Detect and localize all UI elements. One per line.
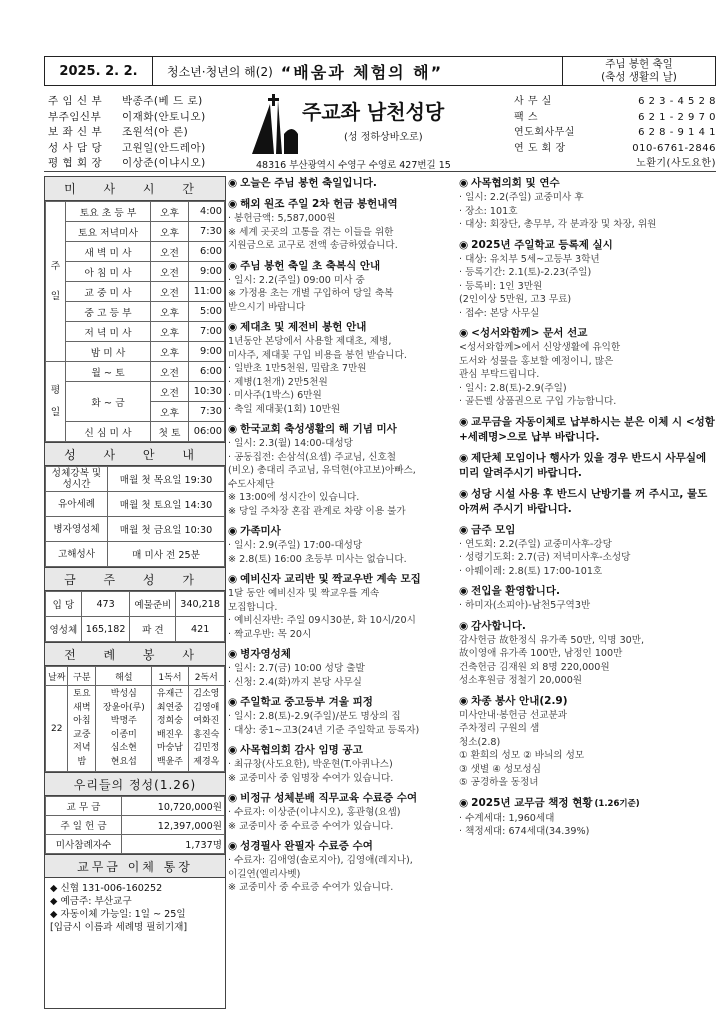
sunday-box: 주님 봉헌 축일 (축성 생활의 날) xyxy=(601,58,677,83)
duty-entry: 홍진숙 xyxy=(193,729,220,740)
parish-address: 48316 부산광역시 수영구 수영로 427번길 15 xyxy=(256,160,451,171)
duty-entry: 박성심 xyxy=(110,689,137,699)
notice-line: · 일시: 2.3(월) 14:00-대성당 xyxy=(228,438,353,449)
notice-line: · 수계세대: 1,960세대 xyxy=(459,812,555,824)
duty-entry: 김영애 xyxy=(193,702,220,713)
sincerity-title: 우리들의 정성(1.26) xyxy=(45,772,225,796)
notice-line: · 일시: 2.9(주일) 17:00-대성당 xyxy=(228,540,363,551)
notice-title xyxy=(228,647,456,662)
notice-title-text: 전입을 환영합니다. xyxy=(471,585,560,597)
mass-period: 오전 xyxy=(151,242,189,262)
notice-title-text: 성당 시설 사용 후 반드시 난방기를 꺼 주시고, 물도 아껴써 주시기 바랍니다. xyxy=(459,487,708,515)
notice-col2-8 xyxy=(228,695,456,737)
offering-cell: 파 견 xyxy=(130,617,176,642)
notice-title-text: 병자영성체 xyxy=(240,648,291,660)
notice-col3-7 xyxy=(459,584,716,613)
notice-col3-1 xyxy=(459,238,716,321)
duty-entry: 밤 xyxy=(77,756,87,767)
duty-entry: 장윤아(루) xyxy=(102,702,145,713)
notice-line: · 공동집전: 손삼석(요셉) 주교님, 신호철 xyxy=(228,451,397,463)
sacrament-name: 성체강복 및 성시간 xyxy=(46,467,108,492)
notice-title xyxy=(459,694,716,709)
notice-line: · 예비신자반: 주일 09시30분, 화 10시/20시 xyxy=(228,615,416,626)
notice-title xyxy=(228,176,456,191)
notice-col2-1 xyxy=(228,197,456,253)
sincerity-value: 12,397,000원 xyxy=(122,816,225,835)
notice-title-text: 비정규 성체분배 직무교육 수료증 수여 xyxy=(240,792,418,804)
offering-cell: 165,182 xyxy=(81,617,130,642)
notice-line: 수도사제단 xyxy=(228,478,275,490)
notice-col3-3 xyxy=(459,415,716,445)
sacrament-time: 매월 첫 토요일 14:30 xyxy=(108,492,225,517)
mass-time: 7:30 xyxy=(189,402,225,422)
notice-title xyxy=(228,695,456,710)
notice-line: · 하미자(소피아)-남천5구역3반 xyxy=(459,600,591,611)
duty-header: 1독서 xyxy=(152,667,188,686)
mass-side-1: 주 xyxy=(50,260,61,272)
mass-time: 7:30 xyxy=(189,222,225,242)
sincerity-label: 미사참례자수 xyxy=(46,835,122,854)
sincerity-value: 10,720,000원 xyxy=(122,797,225,816)
mass-side-4: 일 xyxy=(50,406,61,418)
duty-header: 구분 xyxy=(68,667,96,686)
notice-col3-10 xyxy=(459,796,716,839)
notice-title xyxy=(459,796,716,812)
notice-title-text: 사목협의회 감사 임명 공고 xyxy=(240,744,363,756)
notice-col2-9 xyxy=(228,743,456,785)
notice-line: · 대상: 유치부 5세~고등부 3학년 xyxy=(459,253,600,265)
duty-entry: 교중 xyxy=(73,729,91,740)
sincerity-label: 교 무 금 xyxy=(46,797,122,816)
middle-column xyxy=(228,176,456,1009)
mass-name: 새 벽 미 사 xyxy=(66,242,151,262)
mass-time: 11:00 xyxy=(189,282,225,302)
notice-line: 미사안내·봉헌금 선교분과 xyxy=(459,709,568,721)
notice-line: · 골든벨 상품권으로 구입 가능합니다. xyxy=(459,396,617,407)
bullet-icon: ◉ xyxy=(228,696,238,708)
notice-line: 주차정리 구원의 샘 xyxy=(459,723,540,734)
notice-title-text: 사목협의회 및 연수 xyxy=(471,177,560,189)
sincerity-table xyxy=(45,796,225,854)
mass-time: 6:00 xyxy=(189,242,225,262)
notice-line: · 대상: 회장단, 총무부, 각 분과장 및 차장, 위원 xyxy=(459,219,657,230)
duty-entry: 배진우 xyxy=(156,729,184,740)
mass-period: 오후 xyxy=(151,342,189,362)
mass-name: 월 ~ 토 xyxy=(66,362,151,382)
notice-title-text: 제대초 및 제전비 봉헌 안내 xyxy=(240,321,367,333)
mass-period: 오후 xyxy=(151,302,189,322)
notice-line: ① 환희의 성모 ② 바늬의 성모 xyxy=(459,750,585,761)
duty-col-c1 xyxy=(96,686,152,772)
sacrament-name: 고해성사 xyxy=(46,542,108,567)
notice-title-text: 제단체 모임이나 행사가 있을 경우 반드시 사무실에 미리 알려주시기 바랍니다. xyxy=(459,451,707,479)
sacrament-name: 유아세례 xyxy=(46,492,108,517)
bullet-icon: ◉ xyxy=(228,423,238,435)
bullet-icon: ◉ xyxy=(459,796,469,809)
duty-entry: 마숭남 xyxy=(156,743,184,753)
notice-line: · 일시: 2.2(주일) 09:00 미사 중 xyxy=(228,274,365,286)
parish-name: 주교좌 남천성당 xyxy=(302,100,445,124)
notice-title-text: 한국교회 축성생활의 해 기념 미사 xyxy=(240,423,397,435)
top-bar xyxy=(44,56,716,86)
mass-name: 화 ~ 금 xyxy=(66,382,151,422)
bullet-icon: ◉ xyxy=(228,198,238,210)
mass-period: 오후 xyxy=(151,202,189,222)
notice-line: · 연도회: 2.2(주일) 교중미사후-강당 xyxy=(459,538,612,550)
notice-line: ※ 교중미사 중 수료증 수여가 있습니다. xyxy=(228,882,394,893)
notice-line: 관심 부탁드립니다. xyxy=(459,369,540,380)
notice-col2-10 xyxy=(228,791,456,833)
mass-time: 6:00 xyxy=(189,362,225,382)
bullet-icon: ◉ xyxy=(228,573,238,585)
notice-title xyxy=(228,422,456,437)
account-transfer: ◆ 자동이체 가능일: 1일 ~ 25일 xyxy=(50,909,186,920)
account-number: ◆ 신협 131-006-160252 xyxy=(50,883,163,894)
notice-title-text: 예비신자 교리반 및 짝교우반 계속 모집 xyxy=(240,573,421,585)
notice-col2-3 xyxy=(228,320,456,416)
notice-line: 이길연(엘리사벳) xyxy=(228,868,301,880)
bullet-icon: ◉ xyxy=(228,525,238,537)
offering-cell: 입 당 xyxy=(46,592,82,617)
account-holder: ◆ 예금주: 부산교구 xyxy=(50,896,132,907)
notice-title xyxy=(228,197,456,212)
duty-entry: 박명주 xyxy=(110,716,137,726)
mass-schedule-title: 미 사 시 간 xyxy=(45,177,225,201)
notice-title xyxy=(459,326,716,341)
notice-line: · 일시: 2.2(주일) 교중미사 후 xyxy=(459,192,584,203)
bullet-icon: ◉ xyxy=(459,238,469,251)
notice-col3-6 xyxy=(459,523,716,579)
notice-line: · 일시: 2.8(토)-2.9(주일) xyxy=(459,382,567,394)
bullet-icon: ◉ xyxy=(228,744,238,756)
notice-line: 故이영애 유가족 100만, 남정인 100만 xyxy=(459,648,623,659)
notice-title xyxy=(459,238,716,253)
duty-entry: 여화진 xyxy=(193,716,220,726)
bullet-icon: ◉ xyxy=(459,177,469,189)
mass-period: 오전 xyxy=(151,362,189,382)
mass-name: 저 녁 미 사 xyxy=(66,322,151,342)
mass-period: 오후 xyxy=(151,222,189,242)
mass-period: 첫 토 xyxy=(151,422,189,442)
sincerity-value: 1,737명 xyxy=(122,835,225,854)
duty-entry: 정희숭 xyxy=(156,716,184,726)
mass-period: 오후 xyxy=(151,322,189,342)
duty-entry: 새벽 xyxy=(73,702,91,713)
mass-time: 4:00 xyxy=(189,202,225,222)
duty-col-c2 xyxy=(152,686,188,772)
priest-list: 박종주(베 드 로) 이재화(안토니오) 조원석(아 론) 고원일(안드레아) 이상준(이냐시오) xyxy=(122,95,206,169)
notice-title-text: 성경필사 완필자 수료증 수여 xyxy=(240,840,373,852)
duty-entry: 심소현 xyxy=(110,743,137,753)
notice-title xyxy=(228,839,456,854)
duty-entry: 김민정 xyxy=(193,743,220,753)
duty-header: 2독서 xyxy=(188,667,224,686)
notice-col2-6 xyxy=(228,572,456,641)
notice-line: 성소후원금 정철기 20,000원 xyxy=(459,675,583,686)
mass-time: 06:00 xyxy=(189,422,225,442)
notice-line: · 성령기도회: 2.7(금) 저녁미사후-소성당 xyxy=(459,552,631,563)
notice-title-text: 2025년 주일학교 등록제 실시 xyxy=(471,238,613,251)
mass-time: 9:00 xyxy=(189,342,225,362)
notice-col2-5 xyxy=(228,524,456,566)
account-note: [입금시 이름과 세례명 필히기재] xyxy=(50,922,188,933)
duty-entry: 현요섭 xyxy=(110,756,137,767)
sacrament-time: 매월 첫 금요일 10:30 xyxy=(108,517,225,542)
offering-cell: 340,218 xyxy=(176,592,225,617)
notice-line: · 수료자: 이상준(이냐시오), 홍관형(요셉) xyxy=(228,807,401,818)
notice-title xyxy=(228,320,456,335)
notice-line: · 책정세대: 674세대(34.39%) xyxy=(459,826,590,837)
duty-entry: 최연중 xyxy=(156,702,184,713)
duty-date: 22 xyxy=(46,686,68,772)
account-info xyxy=(45,878,225,938)
notice-line: · 수료자: 김애영(솔로지아), 김영애(레지나), xyxy=(228,855,413,866)
notice-title-text: 가족미사 xyxy=(240,525,281,537)
notice-title-text: 교무금을 자동이체로 납부하시는 분은 이체 시 <성함+세례명>으로 납부 바랍니다. xyxy=(459,415,715,443)
notice-title-text: 금주 모임 xyxy=(471,523,516,536)
notice-line: · 일시: 2.7(금) 10:00 성당 출발 xyxy=(228,663,365,674)
sacrament-time: 매 미사 전 25분 xyxy=(108,542,225,567)
notice-line: 청소(2.8) xyxy=(459,736,501,748)
duty-header: 해설 xyxy=(96,667,152,686)
notice-col3-5 xyxy=(459,487,716,517)
church-logo-icon xyxy=(244,94,300,158)
offering-table xyxy=(45,591,225,642)
notice-line: · 봉헌금액: 5,587,000원 xyxy=(228,213,336,224)
bullet-icon: ◉ xyxy=(228,792,238,804)
duty-entry: 백윤주 xyxy=(156,756,184,767)
notice-line: · 접수: 본당 사무실 xyxy=(459,307,540,319)
notice-title-sub: (1.26기준) xyxy=(594,798,640,809)
notice-line: · 미사주(1박스) 6만원 xyxy=(228,390,322,401)
notice-title-text: 감사합니다. xyxy=(471,619,526,632)
mass-name: 토요 저녁미사 xyxy=(66,222,151,242)
notice-line: · 등록비: 1인 3만원 xyxy=(459,280,543,292)
bullet-icon: ◉ xyxy=(459,487,469,500)
mass-period: 오전 xyxy=(151,262,189,282)
mass-time: 10:30 xyxy=(189,382,225,402)
notice-title-text: 차종 봉사 안내(2.9) xyxy=(471,694,568,707)
mass-period: 오전 xyxy=(151,282,189,302)
notice-line: 1년동안 본당에서 사용할 제대초, 제병, xyxy=(228,336,392,347)
notice-line: 미사주, 제대꽃 구입 비용을 봉헌 받습니다. xyxy=(228,349,407,361)
duty-col-c3 xyxy=(188,686,224,772)
notice-title xyxy=(228,259,456,274)
notice-col3-2 xyxy=(459,326,716,409)
notice-line: · 일시: 2.8(토)-2.9(주일)/분도 명상의 집 xyxy=(228,711,401,722)
notice-line: · 일반초 1만5천원, 밀랍초 7만원 xyxy=(228,363,367,374)
offering-cell: 421 xyxy=(176,617,225,642)
bullet-icon: ◉ xyxy=(459,415,469,428)
mass-name: 중 고 등 부 xyxy=(66,302,151,322)
sacrament-table xyxy=(45,466,225,567)
notice-line: ※ 2.8(토) 16:00 초등부 미사는 없습니다. xyxy=(228,553,407,565)
notice-title xyxy=(459,523,716,538)
offering-cell: 영성체 xyxy=(46,617,82,642)
duty-table xyxy=(45,666,225,772)
mass-time: 5:00 xyxy=(189,302,225,322)
mass-side-2: 일 xyxy=(50,290,61,302)
bullet-icon: ◉ xyxy=(459,585,469,597)
duty-entry: 아침 xyxy=(73,716,91,726)
duty-entry: 토요 xyxy=(73,689,91,699)
notice-title-text: 주님 봉헌 축일 초 축복식 안내 xyxy=(240,259,381,272)
duty-entry: 저녁 xyxy=(73,743,91,753)
duty-entry: 김소영 xyxy=(193,689,220,699)
parish-patron: (성 정하상바오로) xyxy=(344,132,423,143)
mass-side-3: 평 xyxy=(50,384,61,396)
notice-line: 감사헌금 故한정식 유가족 50만, 익명 30만, xyxy=(459,634,645,646)
right-column xyxy=(459,176,716,1009)
notice-line: · 등록기간: 2.1(토)-2.23(주일) xyxy=(459,267,592,278)
parish-header xyxy=(44,92,716,172)
notice-line: (비오) 총대리 주교님, 유덕현(야고보)아빠스, xyxy=(228,465,416,476)
notice-line: (2인이상 5만원, 고3 무료) xyxy=(459,294,572,305)
mass-time: 9:00 xyxy=(189,262,225,282)
notice-line: 지원금으로 교구로 전액 송금하였습니다. xyxy=(228,240,398,251)
bullet-icon: ◉ xyxy=(459,523,469,536)
bullet-icon: ◉ xyxy=(459,619,469,632)
notice-title xyxy=(459,619,716,634)
contact-labels: 사 무 실 팩 스 연도회사무실 연 도 회 장 xyxy=(514,96,575,154)
contact-numbers: 6 2 3 - 4 5 2 8 6 2 1 - 2 9 7 0 6 2 8 - 9 1 4 1 010-6761-2846 노환기(사도요한) xyxy=(632,96,716,169)
notice-line: · 축일 제대꽃(1회) 10만원 xyxy=(228,403,341,415)
notice-col2-11 xyxy=(228,839,456,895)
notice-title-text: <성서와함께> 문서 선교 xyxy=(471,327,588,339)
offering-cell: 473 xyxy=(81,592,130,617)
bullet-icon: ◉ xyxy=(459,451,469,464)
year-theme: 청소년·청년의 해(2) xyxy=(167,64,273,79)
duty-header: 날짜 xyxy=(46,667,68,686)
notice-title xyxy=(459,584,716,599)
mass-side-weekday xyxy=(46,362,66,442)
notice-line: ※ 당일 주차장 혼잡 관계로 차량 이용 불가 xyxy=(228,505,406,517)
bullet-icon: ◉ xyxy=(228,321,238,333)
mass-schedule-table xyxy=(45,201,225,442)
notice-col3-4 xyxy=(459,451,716,481)
mass-period: 오후 xyxy=(151,402,189,422)
mass-name: 교 중 미 사 xyxy=(66,282,151,302)
duty-col-kinds xyxy=(68,686,96,772)
notice-title-text: 주일학교 중고등부 겨울 피정 xyxy=(240,696,373,708)
notice-line: 1달 동안 예비신자 및 짝교우를 계속 xyxy=(228,588,380,599)
notice-col2-7 xyxy=(228,647,456,689)
notice-line: · 짝교우반: 목 20시 xyxy=(228,628,312,640)
notice-line: · 최규창(사도요한), 박운현(T.아퀴나스) xyxy=(228,759,393,770)
notice-line: ※ 교중미사 중 수료증 수여가 있습니다. xyxy=(228,820,394,832)
sacrament-title: 성 사 안 내 xyxy=(45,442,225,466)
notice-title-text: 해외 원조 주일 2차 헌금 봉헌내역 xyxy=(240,198,398,210)
notice-col2-4 xyxy=(228,422,456,518)
notice-line: 모집합니다. xyxy=(228,601,278,613)
offering-title: 금 주 성 가 xyxy=(45,567,225,591)
notice-title xyxy=(228,524,456,539)
notice-title-text: 2025년 교무금 책정 현황 xyxy=(471,796,593,809)
bullet-icon: ◉ xyxy=(228,177,238,189)
sacrament-name: 병자영성체 xyxy=(46,517,108,542)
sacrament-time: 매월 첫 목요일 19:30 xyxy=(108,467,225,492)
notice-title xyxy=(228,572,456,587)
issue-date: 2025. 2. 2. xyxy=(45,57,153,85)
notice-col2-2 xyxy=(228,259,456,315)
bullet-icon: ◉ xyxy=(228,648,238,660)
notice-title xyxy=(228,743,456,758)
mass-period: 오전 xyxy=(151,382,189,402)
slogan: “배움과 체험의 해” xyxy=(280,62,444,82)
left-column xyxy=(44,176,226,1009)
role-list: 주 임 신 부 부주임신부 보 좌 신 부 성 사 담 당 평 협 회 장 xyxy=(48,95,103,169)
notice-col3-8 xyxy=(459,619,716,688)
duty-entry: 제경옥 xyxy=(193,756,220,767)
notice-line: ※ 13:00에 성시간이 있습니다. xyxy=(228,492,360,503)
bullet-icon: ◉ xyxy=(228,840,238,852)
notice-title xyxy=(228,791,456,806)
mass-name: 밤 미 사 xyxy=(66,342,151,362)
mass-time: 7:00 xyxy=(189,322,225,342)
duty-title: 전 례 봉 사 xyxy=(45,642,225,666)
notice-line: ※ 세계 곳곳의 고통을 겪는 이들을 위한 xyxy=(228,226,394,238)
account-title: 교무금 이체 통장 xyxy=(45,854,225,878)
notice-line: 건축헌금 김재원 외 8명 220,000원 xyxy=(459,661,610,673)
notice-line: ※ 가정용 초는 개별 구입하여 당일 축복 xyxy=(228,288,394,299)
bullet-icon: ◉ xyxy=(459,694,469,707)
notice-title-text: 오늘은 주님 봉헌 축일입니다. xyxy=(240,177,377,189)
mass-name: 토요 초 등 부 xyxy=(66,202,151,222)
notice-title xyxy=(459,176,716,191)
mass-name: 아 침 미 사 xyxy=(66,262,151,282)
notice-line: 받으시기 바랍니다 xyxy=(228,301,306,313)
notice-line: · 제병(1천개) 2만5천원 xyxy=(228,376,328,388)
notice-line: · 아뤠이레: 2.8(토) 17:00-101호 xyxy=(459,565,603,577)
notice-title xyxy=(459,487,716,517)
duty-entry: 이종미 xyxy=(110,729,137,740)
notice-col3-9 xyxy=(459,694,716,790)
notice-col3-0 xyxy=(459,176,716,232)
notice-line: · 대상: 중1~고3(24년 기준 주일학교 등록자) xyxy=(228,724,420,736)
sincerity-label: 주 일 헌 금 xyxy=(46,816,122,835)
notice-line: ⑤ 공경하올 동정녀 xyxy=(459,777,539,788)
notice-title xyxy=(459,451,716,481)
notice-line: ③ 샛별 ④ 성모성심 xyxy=(459,763,541,775)
duty-entry: 유재근 xyxy=(156,689,184,699)
bullet-icon: ◉ xyxy=(228,259,238,272)
offering-cell: 예물준비 xyxy=(130,592,176,617)
notice-line: 도서와 성물을 홍보할 예정이니, 많은 xyxy=(459,355,614,367)
notice-col2-0 xyxy=(228,176,456,191)
bullet-icon: ◉ xyxy=(459,327,469,339)
notice-title xyxy=(459,415,716,445)
notice-line: ※ 교중미사 중 임명장 수여가 있습니다. xyxy=(228,772,394,784)
mass-name: 신 심 미 사 xyxy=(66,422,151,442)
mass-side-sunday xyxy=(46,202,66,362)
notice-line: · 장소: 101호 xyxy=(459,205,518,217)
notice-line: · 신청: 2.4(화)까지 본당 사무실 xyxy=(228,676,362,688)
notice-line: <성서와함께>에서 신앙생활에 유익한 xyxy=(459,342,621,353)
